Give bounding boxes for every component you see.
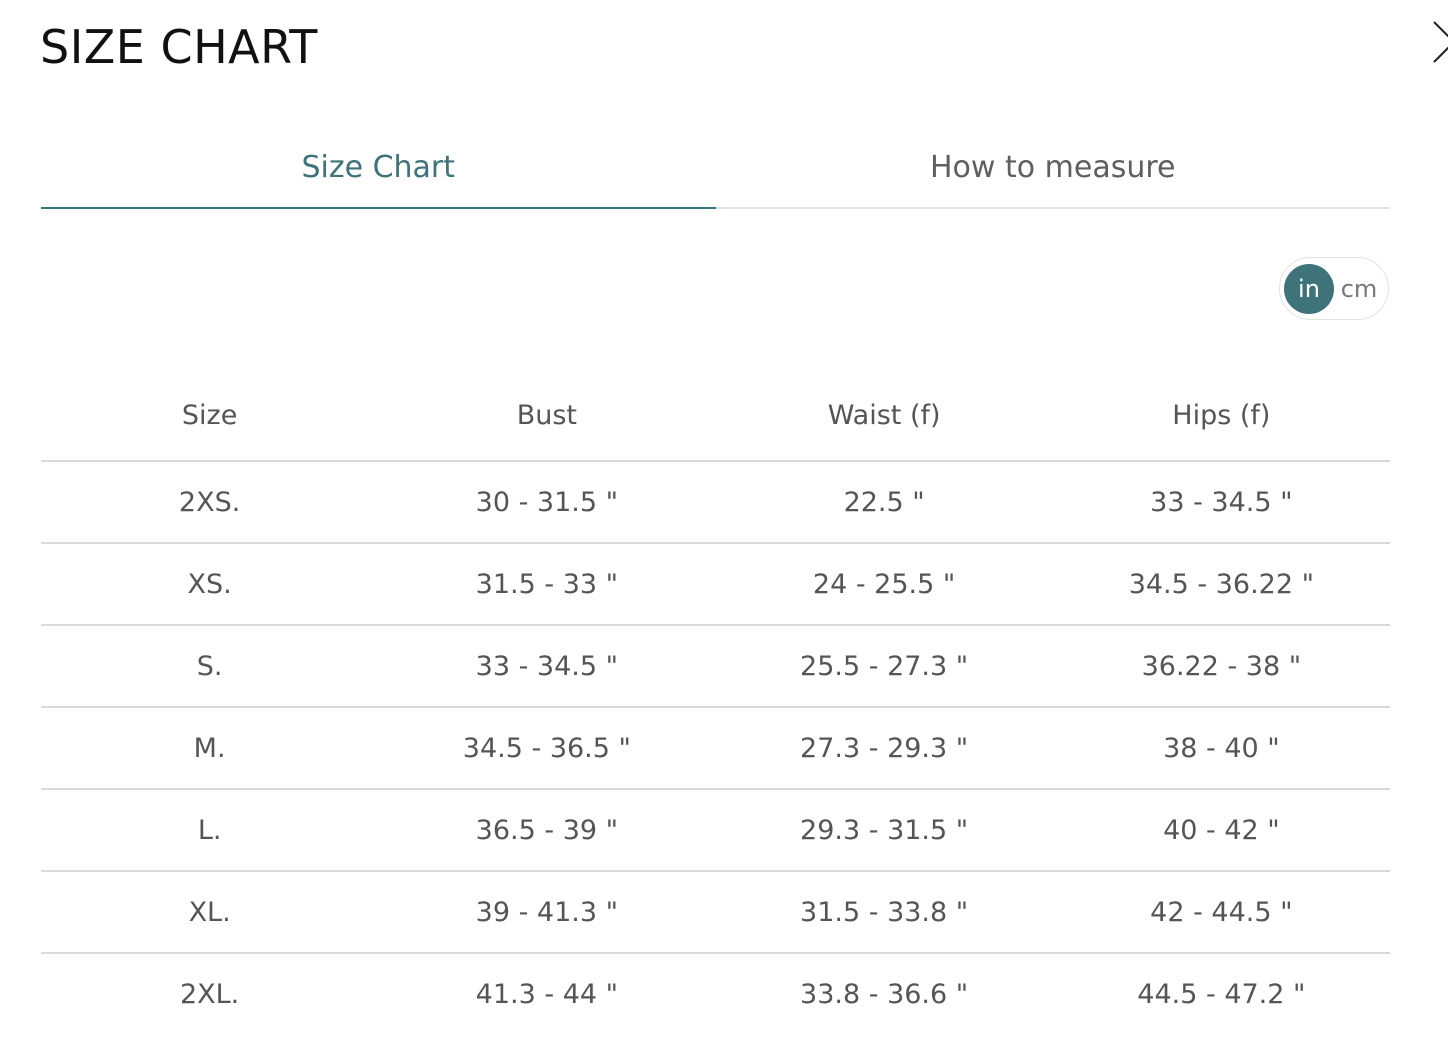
tab-bar [41,130,1390,209]
cell-hips: 36.22 - 38 " [1053,625,1390,707]
table-row [41,871,1390,953]
cell-waist: 27.3 - 29.3 " [716,707,1053,789]
cell-bust: 34.5 - 36.5 " [378,707,715,789]
header-bust: Bust [378,370,715,461]
size-table [41,370,1390,1034]
header-hips: Hips (f) [1053,370,1390,461]
cell-hips: 38 - 40 " [1053,707,1390,789]
cell-bust: 30 - 31.5 " [378,461,715,543]
cell-hips: 34.5 - 36.22 " [1053,543,1390,625]
cell-bust: 36.5 - 39 " [378,789,715,871]
cell-size: XL. [41,871,378,953]
cell-bust: 33 - 34.5 " [378,625,715,707]
cell-hips: 40 - 42 " [1053,789,1390,871]
cell-waist: 22.5 " [716,461,1053,543]
cell-hips: 44.5 - 47.2 " [1137,978,1306,1010]
cell-bust: 31.5 - 33 " [378,543,715,625]
cell-waist: 29.3 - 31.5 " [716,789,1053,871]
table-row [41,625,1390,707]
unit-toggle [1279,257,1389,320]
cell-bust: 39 - 41.3 " [378,871,715,953]
header-waist: Waist (f) [716,370,1053,461]
table-row [41,953,1390,1034]
cell-bust: 41.3 - 44 " [475,978,619,1010]
cell-waist: 33.8 - 36.6 " [800,978,969,1010]
cell-size: L. [41,789,378,871]
cell-waist: 24 - 25.5 " [716,543,1053,625]
close-icon[interactable] [1428,16,1448,66]
table-row [41,707,1390,789]
table-header-row [41,370,1390,461]
cell-size: 2XS. [41,461,378,543]
header-size: Size [41,370,378,461]
cell-hips: 33 - 34.5 " [1053,461,1390,543]
cell-size: M. [41,707,378,789]
cell-size: XS. [41,543,378,625]
tab-how-to-measure[interactable]: How to measure [930,150,1176,185]
table-row [41,789,1390,871]
tab-size-chart[interactable]: Size Chart [41,130,716,209]
cell-waist: 31.5 - 33.8 " [716,871,1053,953]
unit-option-in[interactable]: in [1284,264,1334,314]
table-row [41,461,1390,543]
cell-waist: 25.5 - 27.3 " [716,625,1053,707]
table-row [41,543,1390,625]
modal-title: SIZE CHART [40,20,318,74]
cell-hips: 42 - 44.5 " [1053,871,1390,953]
unit-option-cm[interactable]: cm [1340,274,1378,303]
cell-size: 2XL. [179,978,240,1010]
cell-size: S. [41,625,378,707]
